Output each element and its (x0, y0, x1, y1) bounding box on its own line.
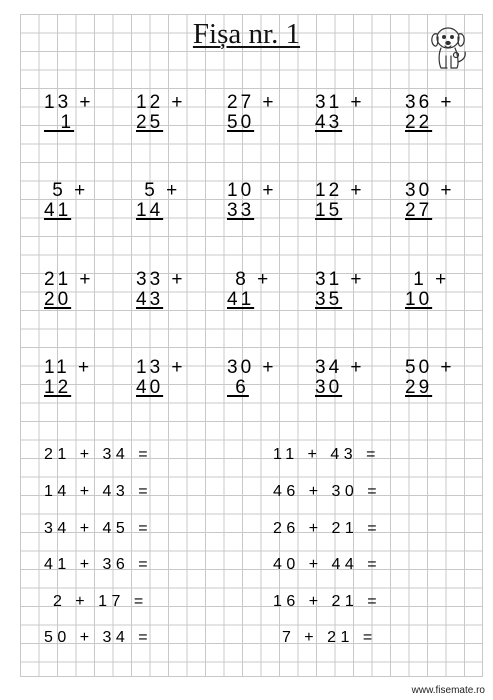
equation-left: 2 + 17 = (44, 593, 148, 610)
addend-bottom: 14 (136, 200, 164, 221)
equation-left: 14 + 43 = (44, 483, 153, 500)
equation-right: 7 + 21 = (273, 629, 377, 646)
addend-top: 30 + (405, 180, 455, 201)
addend-bottom: 25 (136, 112, 164, 133)
addend-bottom: 43 (315, 112, 343, 133)
addend-bottom: 29 (405, 377, 433, 398)
site-footer: www.fisemate.ro (411, 685, 485, 696)
puppy-icon (426, 22, 472, 72)
addend-top: 1 + (405, 269, 450, 290)
column-problem (405, 181, 465, 221)
equation-left: 34 + 45 = (44, 520, 153, 537)
addend-top: 12 + (315, 180, 365, 201)
column-problem (44, 358, 104, 398)
addend-bottom: 12 (44, 377, 72, 398)
equation-left: 21 + 34 = (44, 446, 153, 463)
addend-top: 11 + (44, 357, 93, 378)
addend-top: 12 + (136, 92, 186, 113)
column-problem (405, 93, 465, 133)
addend-top: 36 + (405, 92, 455, 113)
column-problem (136, 93, 196, 133)
addend-top: 13 + (44, 92, 94, 113)
addend-bottom: 40 (136, 377, 164, 398)
column-problem (136, 270, 196, 310)
addend-top: 5 + (136, 180, 181, 201)
column-problem (315, 270, 375, 310)
addend-top: 10 + (227, 180, 277, 201)
equation-right: 26 + 21 = (273, 520, 382, 537)
addend-bottom: 15 (315, 200, 343, 221)
equation-right: 16 + 21 = (273, 593, 382, 610)
column-problem (136, 181, 196, 221)
column-problem (227, 181, 287, 221)
column-problem (44, 93, 104, 133)
column-problem (227, 270, 287, 310)
addend-bottom: 50 (227, 112, 255, 133)
addend-bottom: 20 (44, 289, 72, 310)
addend-top: 5 + (44, 180, 89, 201)
addend-bottom: 30 (315, 377, 343, 398)
addend-bottom: 27 (405, 200, 433, 221)
addend-bottom: 33 (227, 200, 255, 221)
addend-top: 21 + (44, 269, 94, 290)
column-problem (315, 358, 375, 398)
addend-top: 8 + (227, 269, 272, 290)
addend-bottom: 22 (405, 112, 433, 133)
addend-bottom: 10 (405, 289, 433, 310)
equation-left: 41 + 36 = (44, 556, 153, 573)
addend-bottom: 1 (44, 112, 75, 133)
column-problem (44, 181, 104, 221)
addend-bottom: 43 (136, 289, 164, 310)
column-problem (315, 181, 375, 221)
addend-top: 27 + (227, 92, 277, 113)
equation-right: 40 + 44 = (273, 556, 382, 573)
addend-top: 50 + (405, 357, 455, 378)
addend-bottom: 41 (227, 289, 255, 310)
equation-left: 50 + 34 = (44, 629, 153, 646)
addend-bottom: 35 (315, 289, 343, 310)
addend-top: 34 + (315, 357, 365, 378)
addend-bottom: 41 (44, 200, 72, 221)
addend-top: 30 + (227, 357, 277, 378)
addend-top: 13 + (136, 357, 186, 378)
column-problem (405, 270, 465, 310)
column-problem (44, 270, 104, 310)
column-problem (227, 93, 287, 133)
equation-right: 46 + 30 = (273, 483, 382, 500)
column-problem (136, 358, 196, 398)
page-title: Fișa nr. 1 (192, 18, 301, 50)
column-problem (227, 358, 287, 398)
column-problem (315, 93, 375, 133)
addend-bottom: 6 (227, 377, 249, 398)
column-problem (405, 358, 465, 398)
addend-top: 33 + (136, 269, 186, 290)
addend-top: 31 + (315, 269, 365, 290)
equation-right: 11 + 43 = (273, 446, 380, 463)
addend-top: 31 + (315, 92, 365, 113)
